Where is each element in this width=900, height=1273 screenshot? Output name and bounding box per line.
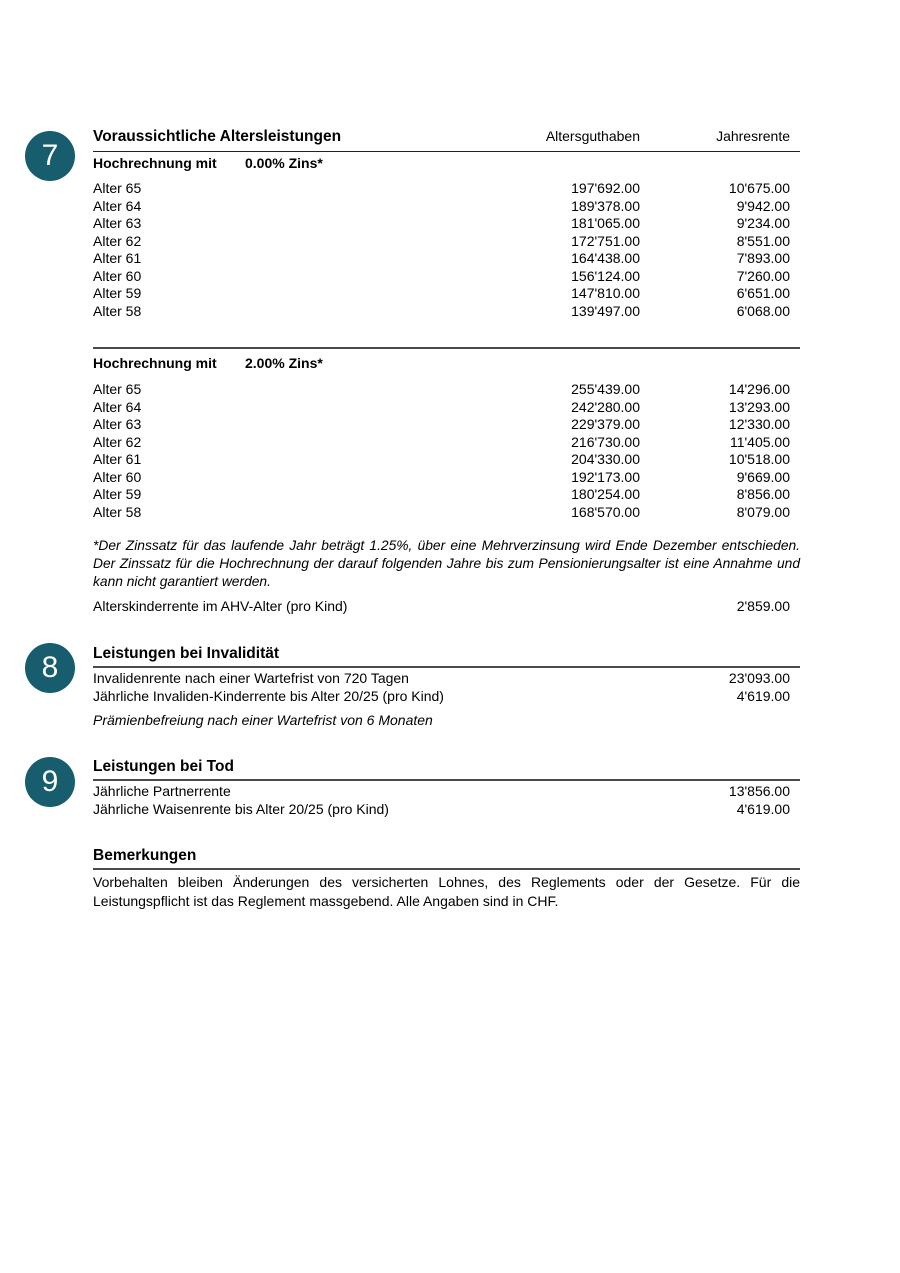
table-row (93, 670, 790, 688)
table-row (93, 233, 790, 251)
section-8-title: Leistungen bei Invalidität (93, 646, 800, 668)
section-9-badge (25, 757, 75, 807)
table-row (93, 416, 790, 434)
row-label: Alter 64 (93, 197, 142, 214)
row-amount: 204'330.00 (571, 451, 640, 467)
row-label: Alter 63 (93, 215, 142, 231)
row-label: Jährliche Invaliden-Kinderrente bis Alter 20/25 (pro Kind) (93, 687, 444, 704)
row-amount: 7'260.00 (736, 267, 790, 284)
table-row (93, 381, 790, 399)
projection-1-label: Hochrechnung mit (93, 155, 217, 171)
row-amount: 8'079.00 (736, 503, 790, 520)
row-amount: 242'280.00 (571, 398, 640, 415)
row-amount: 229'379.00 (571, 416, 640, 432)
section-8-number: 8 (41, 651, 59, 684)
table-row (93, 434, 790, 452)
section-8-badge (25, 643, 75, 693)
row-label: Alter 59 (93, 285, 142, 301)
row-amount: 6'651.00 (736, 285, 790, 301)
row-amount: 216'730.00 (571, 433, 640, 450)
table-row (93, 688, 790, 706)
section-7-title: Voraussichtliche Altersleistungen (93, 128, 342, 145)
row-label: Alter 60 (93, 267, 142, 284)
projection-2-label: Hochrechnung mit (93, 355, 217, 371)
table-row (93, 801, 790, 819)
row-amount: 9'234.00 (736, 215, 790, 231)
table-row (93, 250, 790, 268)
row-amount: 156'124.00 (571, 267, 640, 284)
table-row (93, 268, 790, 286)
column-header-jahresrente: Jahresrente (716, 128, 790, 144)
row-label: Alter 59 (93, 486, 142, 502)
row-label: Invalidenrente nach einer Wartefrist von 720 Tagen (93, 670, 409, 686)
row-amount: 197'692.00 (571, 180, 640, 196)
table-row (93, 486, 790, 504)
row-label: Alter 65 (93, 381, 142, 397)
table-row (93, 504, 790, 522)
row-amount: 139'497.00 (571, 302, 640, 319)
row-amount: 9'942.00 (736, 197, 790, 214)
row-amount: 8'551.00 (736, 232, 790, 249)
column-header-altersguthaben: Altersguthaben (545, 128, 640, 144)
row-amount: 189'378.00 (571, 197, 640, 214)
interest-rate-footnote: *Der Zinssatz für das laufende Jahr beträgt 1.25%, über eine Mehrverzinsung wird Ende Dezember entschieden. Der Zinssatz für die Hochrechnung der darauf folgenden Jahre bis zum Pensionierungsalter ist eine Annahme und kann nicht garantiert werden. (93, 538, 800, 589)
table-row (93, 451, 790, 469)
section-9-title: Leistungen bei Tod (93, 759, 800, 781)
row-amount: 23'093.00 (728, 670, 790, 686)
row-amount: 9'669.00 (736, 468, 790, 485)
row-amount: 4'619.00 (736, 687, 790, 704)
row-amount: 168'570.00 (571, 503, 640, 520)
divider-line (93, 347, 800, 349)
row-amount: 192'173.00 (571, 468, 640, 485)
row-amount: 2'859.00 (736, 598, 790, 614)
row-amount: 12'330.00 (728, 416, 790, 432)
row-label: Jährliche Waisenrente bis Alter 20/25 (pro Kind) (93, 800, 389, 817)
row-amount: 10'675.00 (728, 180, 790, 196)
row-amount: 8'856.00 (736, 486, 790, 502)
remarks-text: Vorbehalten bleiben Änderungen des versicherten Lohnes, des Reglements oder der Gesetze. Für die Leistungspflicht ist das Reglement massgebend. Alle Angaben sind in CHF. (93, 874, 800, 909)
projection-1-rate: 0.00% Zins* (245, 155, 323, 171)
row-amount: 4'619.00 (736, 800, 790, 817)
row-amount: 255'439.00 (571, 381, 640, 397)
row-label: Jährliche Partnerrente (93, 783, 231, 799)
row-amount: 6'068.00 (736, 302, 790, 319)
row-amount: 180'254.00 (571, 486, 640, 502)
projection-2-table (93, 381, 800, 521)
row-amount: 147'810.00 (571, 285, 640, 301)
table-row (93, 180, 790, 198)
table-row (93, 285, 790, 303)
row-amount: 164'438.00 (571, 250, 640, 266)
row-label: Alterskinderrente im AHV-Alter (pro Kind) (93, 598, 348, 614)
row-amount: 11'405.00 (729, 433, 790, 450)
table-row (93, 198, 790, 216)
row-amount: 10'518.00 (728, 451, 790, 467)
projection-2-rate: 2.00% Zins* (245, 355, 323, 371)
row-amount: 14'296.00 (728, 381, 790, 397)
section-9-number: 9 (41, 765, 59, 798)
row-label: Alter 61 (93, 250, 142, 266)
table-row (93, 215, 790, 233)
table-row (93, 783, 790, 801)
row-amount: 13'856.00 (728, 783, 790, 799)
remarks-title: Bemerkungen (93, 848, 800, 870)
row-label: Alter 64 (93, 398, 142, 415)
row-label: Alter 63 (93, 416, 142, 432)
row-amount: 13'293.00 (728, 398, 790, 415)
row-label: Alter 62 (93, 232, 142, 249)
table-row (93, 399, 790, 417)
section-7-badge (25, 131, 75, 181)
row-label: Alter 65 (93, 180, 142, 196)
death-benefits-table (93, 783, 800, 818)
row-amount: 181'065.00 (571, 215, 640, 231)
projection-1-label-row (93, 155, 800, 173)
row-label: Alter 61 (93, 451, 142, 467)
child-pension-row-group (93, 598, 800, 616)
row-amount: 172'751.00 (571, 232, 640, 249)
projection-2-label-row (93, 355, 800, 373)
section-7-number: 7 (41, 139, 59, 172)
row-amount: 7'893.00 (736, 250, 790, 266)
row-label: Alter 58 (93, 302, 142, 319)
disability-benefits-table (93, 670, 800, 705)
table-row (93, 598, 790, 616)
projection-1-table (93, 180, 800, 320)
row-label: Alter 58 (93, 503, 142, 520)
table-row (93, 303, 790, 321)
table-row (93, 469, 790, 487)
row-label: Alter 62 (93, 433, 142, 450)
premium-waiver-note: Prämienbefreiung nach einer Wartefrist von 6 Monaten (93, 712, 433, 728)
row-label: Alter 60 (93, 468, 142, 485)
retirement-benefits-header-row (93, 128, 800, 152)
